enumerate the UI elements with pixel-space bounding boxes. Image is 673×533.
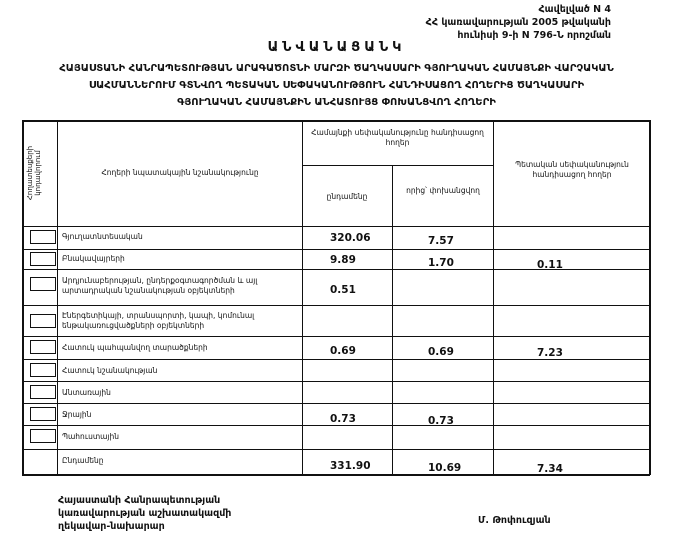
value-total-sum: 331.90 xyxy=(330,460,371,472)
row-label: Հատուկ նշանակության xyxy=(62,366,158,375)
row-label: Արդյունաբերության, ընդերքօգտագործման և այլ արտադրական նշանակության օբյեկտների xyxy=(62,276,258,295)
row-label: Անտառային xyxy=(62,388,111,397)
row-label: Պահուստային xyxy=(62,432,119,441)
row-label: Գյուղատնտեսական xyxy=(62,232,143,241)
header-purpose-column: Հողերի նպատակային նշանակությունը xyxy=(101,168,259,177)
signer-name: Մ. Թոփուզյան xyxy=(478,515,551,526)
value-total: 320.06 xyxy=(330,232,371,244)
value-transfer: 1.70 xyxy=(428,257,454,269)
value-total: 0.73 xyxy=(330,413,356,425)
code-box xyxy=(30,407,56,421)
code-box xyxy=(30,385,56,399)
document-subtitle-line3: ԳՅՈՒՂԱԿԱՆ ՀԱՄԱՅՆՔԻՆ ԱՆՀԱՏՈՒՅՑ ՓՈԽԱՆՑՎՈՂ ՀՈՂԵՐԻ xyxy=(177,97,496,108)
signer-title-line2: կառավարության աշխատակազմի xyxy=(58,508,232,519)
total-row-label: Ընդամենը xyxy=(62,456,104,465)
code-box xyxy=(30,277,56,291)
header-community-land: Համայնքի սեփականությունը հանդիսացող հողեր xyxy=(311,128,484,147)
code-box xyxy=(30,363,56,377)
value-total: 0.51 xyxy=(330,284,356,296)
value-transfer: 7.57 xyxy=(428,235,454,247)
row-label: Բնակավայրերի xyxy=(62,254,125,263)
header-total: ընդամենը xyxy=(326,192,368,201)
code-box xyxy=(30,429,56,443)
document-title: ԱՆՎԱՆԱՑԱՆԿ xyxy=(267,40,406,55)
value-state: 0.11 xyxy=(537,259,563,271)
document-subtitle-line1: ՀԱՅԱՍՏԱՆԻ ՀԱՆՐԱՊԵՏՈՒԹՅԱՆ ԱՐԱԳԱԾՈՏՆԻ ՄԱՐԶԻ ԾԱՂԿԱՍԱՐԻ ԳՅՈՒՂԱԿԱՆ ՀԱՄԱՅՆՔԻ ՎԱՐՉԱԿԱՆ xyxy=(59,63,614,74)
decree-reference: ՀՀ կառավարության 2005 թվականի xyxy=(425,17,611,28)
code-box xyxy=(30,340,56,354)
decree-date: հունիսի 9-ի N 796-Ն որոշման xyxy=(457,30,611,41)
value-state: 7.23 xyxy=(537,347,563,359)
value-transfer-sum: 10.69 xyxy=(428,462,462,474)
appendix-number: Հավելված N 4 xyxy=(538,4,611,15)
code-box xyxy=(30,314,56,328)
code-box xyxy=(30,252,56,266)
row-label: Ջրային xyxy=(62,410,92,419)
signer-title-line1: Հայաստանի Հանրապետության xyxy=(58,495,221,506)
value-total: 9.89 xyxy=(330,254,356,266)
row-label: Էներգետիկայի, տրանսպորտի, կապի, կոմունալ ենթակառուցվածքների օբյեկտների xyxy=(62,311,255,330)
header-transferred: որից՝ փոխանցվող xyxy=(406,186,480,195)
value-transfer: 0.69 xyxy=(428,346,454,358)
document-subtitle-line2: ՍԱՀՄԱՆՆԵՐՈՒՄ ԳՏՆՎՈՂ ՊԵՏԱԿԱՆ ՍԵՓԱԿԱՆՈՒԹՅՈՒՆ ՀԱՆԴԻՍԱՑՈՂ ՀՈՂԵՐԻՑ ԾԱՂԿԱՍԱՐԻ xyxy=(88,80,585,91)
code-box xyxy=(30,230,56,244)
header-code-column: Հողատեսքերի կոդավորում xyxy=(26,145,42,201)
row-label: Հատուկ պահպանվող տարածքների xyxy=(62,343,208,352)
header-state-land: Պետական սեփականություն հանդիսացող հողեր xyxy=(515,160,629,179)
signer-title-line3: ղեկավար-նախարար xyxy=(58,521,165,532)
value-transfer: 0.73 xyxy=(428,415,454,427)
value-state-sum: 7.34 xyxy=(537,463,563,475)
value-total: 0.69 xyxy=(330,345,356,357)
